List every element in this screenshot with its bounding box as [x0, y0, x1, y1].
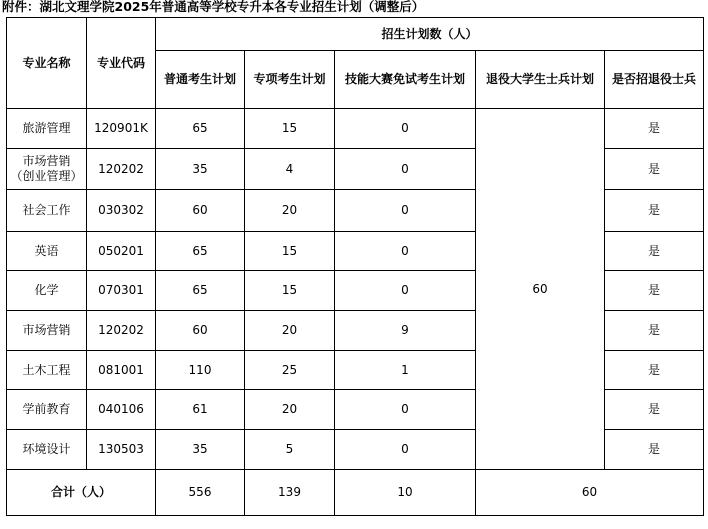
special-plan-cell: 20 — [245, 390, 335, 430]
major-name-cell — [7, 109, 87, 149]
skills-plan-cell: 0 — [335, 430, 476, 470]
major-name: 土木工程 — [22, 362, 71, 377]
document-title: 附件：湖北文理学院2025年普通高等学校专升本各专业招生计划（调整后） — [2, 0, 425, 14]
skills-plan-cell: 0 — [335, 190, 476, 232]
skills-plan-cell: 0 — [335, 149, 476, 190]
header-recruit-veterans: 是否招退役士兵 — [605, 51, 704, 109]
total-veterans: 60 — [476, 470, 704, 516]
special-plan-cell: 15 — [245, 271, 335, 311]
recruit-veterans-cell: 是 — [605, 109, 704, 149]
recruit-veterans-cell: 是 — [605, 271, 704, 311]
header-major-name: 专业名称 — [7, 18, 87, 109]
skills-plan-cell: 1 — [335, 351, 476, 390]
major-name-cell — [7, 149, 87, 190]
major-name-cell — [7, 190, 87, 232]
general-plan-cell: 65 — [156, 271, 245, 311]
major-code-cell: 070301 — [87, 271, 156, 311]
skills-plan-cell: 0 — [335, 271, 476, 311]
header-skills: 技能大赛免试考生计划 — [335, 51, 476, 109]
general-plan-cell: 61 — [156, 390, 245, 430]
header-row-1 — [7, 18, 704, 51]
major-code-cell: 120202 — [87, 149, 156, 190]
major-name: 社会工作 — [22, 203, 71, 217]
general-plan-cell: 65 — [156, 109, 245, 149]
major-code-cell: 081001 — [87, 351, 156, 390]
major-name-cell — [7, 271, 87, 311]
recruit-veterans-cell: 是 — [605, 311, 704, 351]
general-plan-cell: 110 — [156, 351, 245, 390]
header-plan-group: 招生计划数（人） — [156, 18, 704, 51]
major-code-cell: 040106 — [87, 390, 156, 430]
veterans-plan-merged-cell: 60 — [476, 109, 605, 470]
recruit-veterans-cell: 是 — [605, 232, 704, 271]
major-name-cell — [7, 232, 87, 271]
header-major-code: 专业代码 — [87, 18, 156, 109]
major-name-cell — [7, 351, 87, 390]
major-code-cell: 030302 — [87, 190, 156, 232]
total-row — [7, 470, 704, 516]
major-name: 旅游管理 — [22, 121, 71, 135]
skills-plan-cell: 9 — [335, 311, 476, 351]
recruit-veterans-cell: 是 — [605, 190, 704, 232]
skills-plan-cell: 0 — [335, 390, 476, 430]
major-name-note: （创业管理） — [10, 169, 83, 183]
special-plan-cell: 20 — [245, 311, 335, 351]
major-name: 市场营销 — [22, 323, 71, 337]
general-plan-cell: 60 — [156, 190, 245, 232]
special-plan-cell: 15 — [245, 109, 335, 149]
major-name: 英语 — [34, 243, 59, 258]
total-special: 139 — [245, 470, 335, 516]
major-code-cell: 120901K — [87, 109, 156, 149]
major-name-cell — [7, 311, 87, 351]
total-label: 合计（人） — [7, 470, 156, 516]
recruit-veterans-cell: 是 — [605, 390, 704, 430]
special-plan-cell: 20 — [245, 190, 335, 232]
major-name: 环境设计 — [22, 442, 71, 456]
major-code-cell: 050201 — [87, 232, 156, 271]
header-general: 普通考生计划 — [156, 51, 245, 109]
special-plan-cell: 25 — [245, 351, 335, 390]
major-name-cell — [7, 430, 87, 470]
skills-plan-cell: 0 — [335, 232, 476, 271]
recruit-veterans-cell: 是 — [605, 351, 704, 390]
skills-plan-cell: 0 — [335, 109, 476, 149]
recruit-veterans-cell: 是 — [605, 430, 704, 470]
special-plan-cell: 5 — [245, 430, 335, 470]
major-name: 化学 — [34, 283, 59, 297]
major-code-cell: 120202 — [87, 311, 156, 351]
enrollment-plan-table — [6, 17, 704, 516]
major-code-cell: 130503 — [87, 430, 156, 470]
header-special: 专项考生计划 — [245, 51, 335, 109]
general-plan-cell: 60 — [156, 311, 245, 351]
general-plan-cell: 35 — [156, 430, 245, 470]
table-row — [7, 109, 704, 149]
general-plan-cell: 35 — [156, 149, 245, 190]
header-veterans: 退役大学生士兵计划 — [476, 51, 605, 109]
special-plan-cell: 4 — [245, 149, 335, 190]
major-name: 市场营销 — [22, 154, 71, 168]
major-name: 学前教育 — [22, 402, 71, 416]
special-plan-cell: 15 — [245, 232, 335, 271]
recruit-veterans-cell: 是 — [605, 149, 704, 190]
total-general: 556 — [156, 470, 245, 516]
general-plan-cell: 65 — [156, 232, 245, 271]
major-name-cell — [7, 390, 87, 430]
total-skills: 10 — [335, 470, 476, 516]
